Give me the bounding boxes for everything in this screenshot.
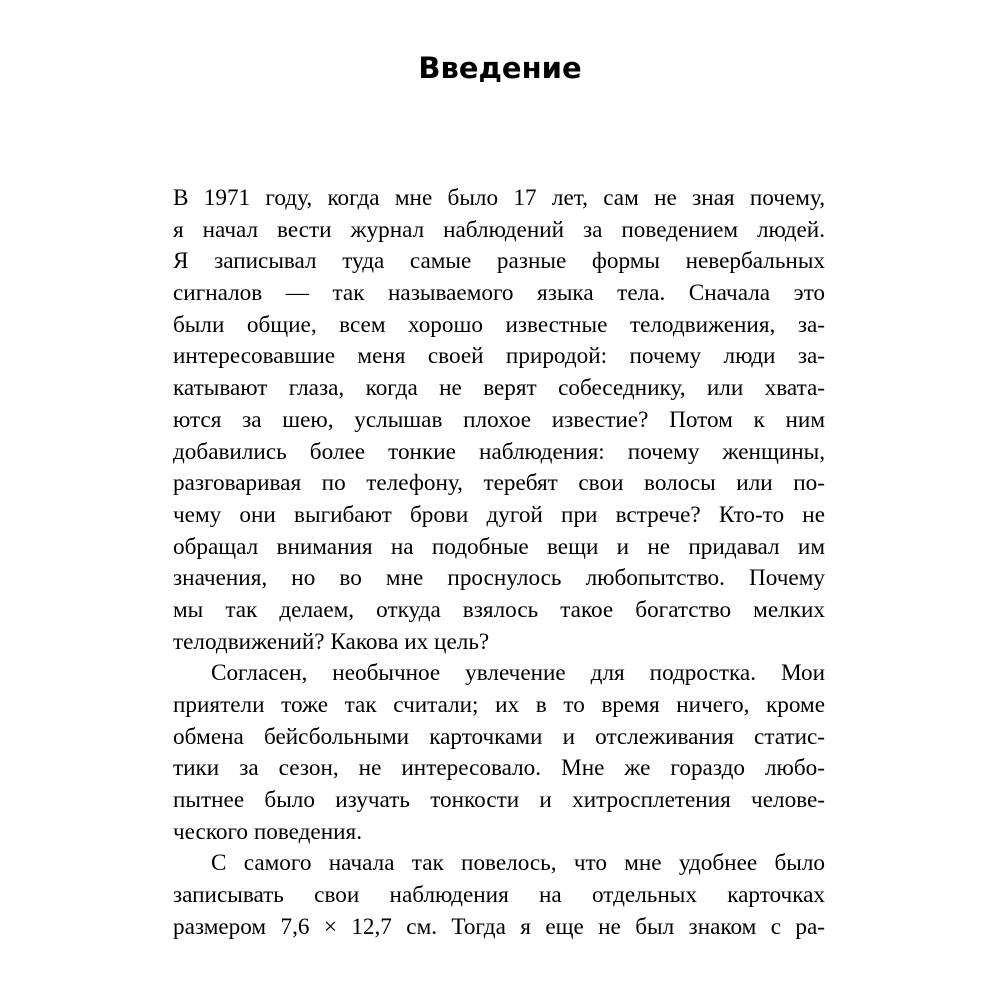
text-line: Я записывал туда самые разные формы невербальных (173, 248, 825, 275)
text-line: Согласен, необычное увлечение для подростка. Мои (211, 660, 825, 687)
chapter-title: Введение (418, 51, 582, 85)
text-line: я начал вести журнал наблюдений за поведением людей. (173, 216, 825, 243)
text-line: ческого поведения. (173, 818, 362, 845)
paragraph-3 (173, 848, 825, 943)
text-line: С самого начала так повелось, что мне удобнее было (211, 850, 825, 877)
paragraph-1 (173, 183, 825, 658)
text-line: записывать свои наблюдения на отдельных карточках (173, 882, 825, 909)
text-line: В 1971 году, когда мне было 17 лет, сам не зная почему, (173, 185, 825, 211)
text-line: телодвижений? Какова их цель? (173, 628, 490, 655)
text-line: разговаривая по телефону, теребят свои волосы или по- (173, 470, 825, 497)
text-line: ются за шею, услышав плохое известие? Потом к ним (173, 406, 825, 433)
text-line: значения, но во мне проснулось любопытство. Почему (173, 565, 825, 592)
text-line: обращал внимания на подобные вещи и не придавал им (173, 533, 825, 560)
text-line: приятели тоже так считали; их в то время ничего, кроме (173, 692, 825, 718)
text-line: размером 7,6 × 12,7 см. Тогда я еще не был знаком с ра- (173, 913, 825, 940)
text-line: пытнее было изучать тонкости и хитросплетения челове- (173, 787, 825, 814)
text-line: интересовавшие меня своей природой: почему люди за- (173, 343, 825, 370)
text-line: обмена бейсбольными карточками и отслеживания статис- (173, 723, 825, 750)
text-line: мы так делаем, откуда взялось такое богатство мелких (173, 596, 825, 623)
paragraph-2 (173, 658, 825, 848)
text-line: катывают глаза, когда не верят собеседнику, или хвата- (173, 375, 825, 402)
chapter-body (173, 183, 825, 944)
text-line: сигналов — так называемого языка тела. Сначала это (173, 280, 825, 307)
text-line: добавились более тонкие наблюдения: почему женщины, (173, 438, 825, 465)
text-line: тики за сезон, не интересовало. Мне же гораздо любо- (173, 755, 825, 782)
text-line: чему они выгибают брови дугой при встрече? Кто-то не (173, 501, 825, 528)
text-line: были общие, всем хорошо известные телодвижения, за- (173, 311, 825, 338)
